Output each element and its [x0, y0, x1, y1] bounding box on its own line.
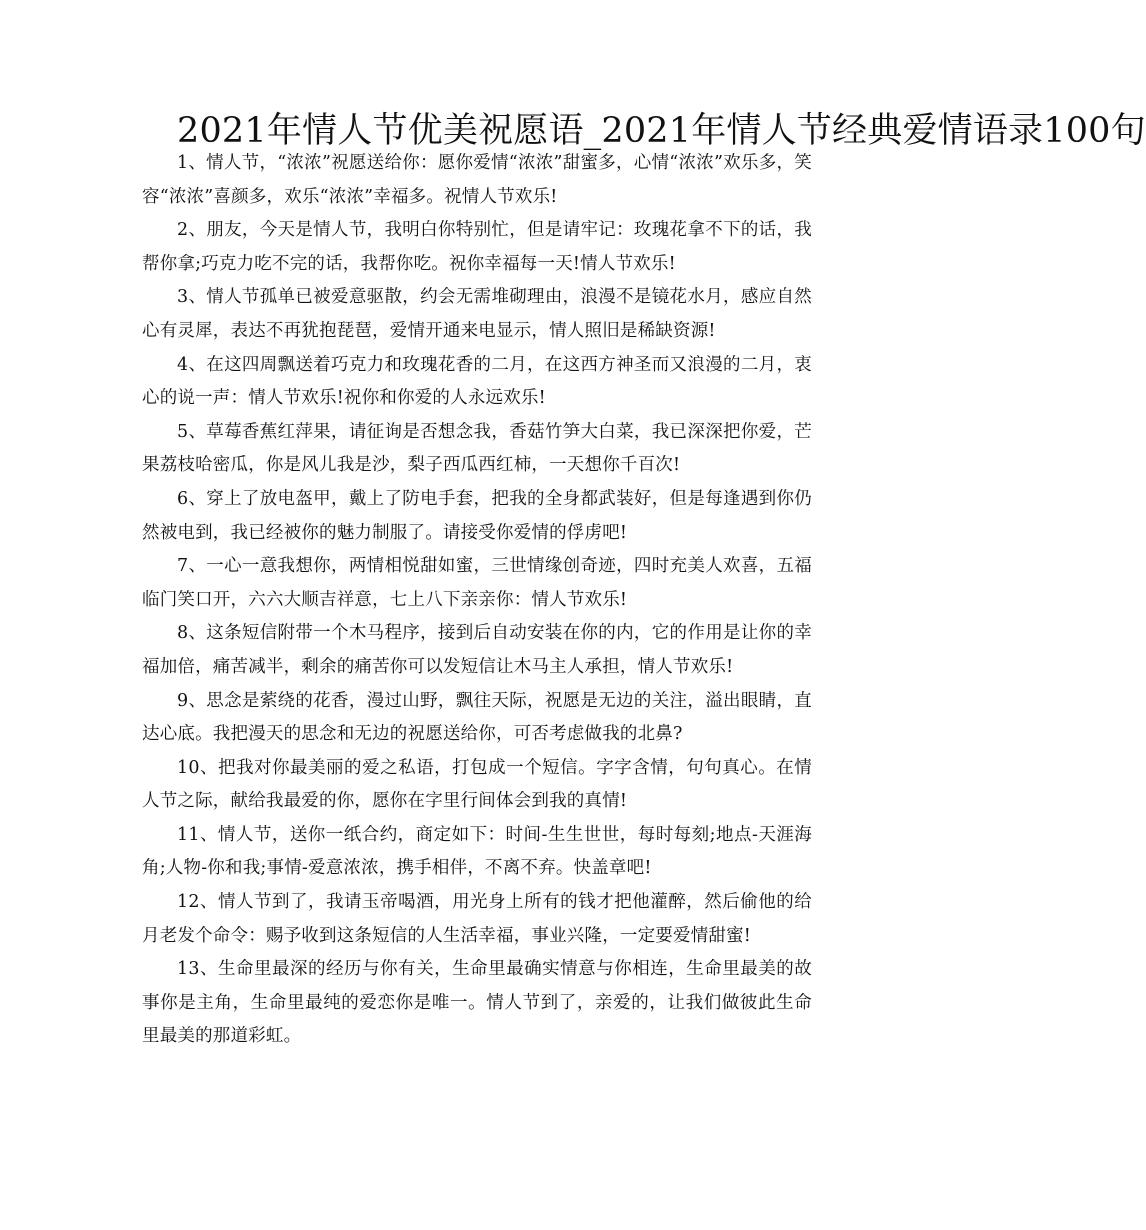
- paragraph-4: 4、在这四周飘送着巧克力和玫瑰花香的二月，在这西方神圣而又浪漫的二月，衷心的说一声：情人节欢乐!祝你和你爱的人永远欢乐!: [142, 354, 812, 409]
- paragraph-7: 7、一心一意我想你，两情相悦甜如蜜，三世情缘创奇迹，四时充美人欢喜，五福临门笑口开，六六大顺吉祥意，七上八下亲亲你：情人节欢乐!: [142, 556, 812, 610]
- paragraph-12: 12、情人节到了，我请玉帝喝酒，用光身上所有的钱才把他灌醉，然后偷他的给月老发个命令：赐予收到这条短信的人生活幸福，事业兴隆，一定要爱情甜蜜!: [142, 892, 812, 946]
- paragraph-6: 6、穿上了放电盔甲，戴上了防电手套，把我的全身都武装好，但是每逢遇到你仍然被电到，我已经被你的魅力制服了。请接受你爱情的俘虏吧!: [142, 488, 812, 543]
- paragraph-3: 3、情人节孤单已被爱意驱散，约会无需堆砌理由，浪漫不是镜花水月，感应自然心有灵犀，表达不再犹抱琵琶，爱情开通来电显示，情人照旧是稀缺资源!: [142, 287, 812, 341]
- paragraph-1: 1、情人节，“浓浓”祝愿送给你：愿你爱情“浓浓”甜蜜多，心情“浓浓”欢乐多，笑容“浓浓”喜颜多，欢乐“浓浓”幸福多。祝情人节欢乐!: [142, 153, 812, 207]
- paragraph-8: 8、这条短信附带一个木马程序，接到后自动安装在你的内，它的作用是让你的幸福加倍，痛苦减半，剩余的痛苦你可以发短信让木马主人承担，情人节欢乐!: [142, 623, 812, 677]
- paragraph-10: 10、把我对你最美丽的爱之私语，打包成一个短信。字字含情，句句真心。在情人节之际，献给我最爱的你，愿你在字里行间体会到我的真情!: [142, 757, 812, 812]
- paragraph-11: 11、情人节，送你一纸合约，商定如下：时间-生生世世，每时每刻;地点-天涯海角;人物-你和我;事情-爱意浓浓，携手相伴，不离不弃。快盖章吧!: [142, 824, 812, 879]
- paragraph-2: 2、朋友，今天是情人节，我明白你特别忙，但是请牢记：玫瑰花拿不下的话，我帮你拿;巧克力吃不完的话，我帮你吃。祝你幸福每一天!情人节欢乐!: [142, 220, 812, 274]
- paragraph-13: 13、生命里最深的经历与你有关，生命里最确实情意与你相连，生命里最美的故事你是主角，生命里最纯的爱恋你是唯一。情人节到了，亲爱的，让我们做彼此生命里最美的那道彩虹。: [142, 959, 812, 1047]
- paragraph-9: 9、思念是萦绕的花香，漫过山野，飘往天际，祝愿是无边的关注，溢出眼睛，直达心底。我把漫天的思念和无边的祝愿送给你，可否考虑做我的北鼻?: [142, 690, 812, 745]
- document-title: 2021年情人节优美祝愿语_2021年情人节经典爱情语录100句: [177, 111, 1146, 151]
- paragraph-5: 5、草莓香蕉红萍果，请征询是否想念我，香菇竹笋大白菜，我已深深把你爱，芒果荔枝哈密瓜，你是风儿我是沙，梨子西瓜西红柿，一天想你千百次!: [142, 421, 812, 476]
- document-body: [142, 111, 1146, 1054]
